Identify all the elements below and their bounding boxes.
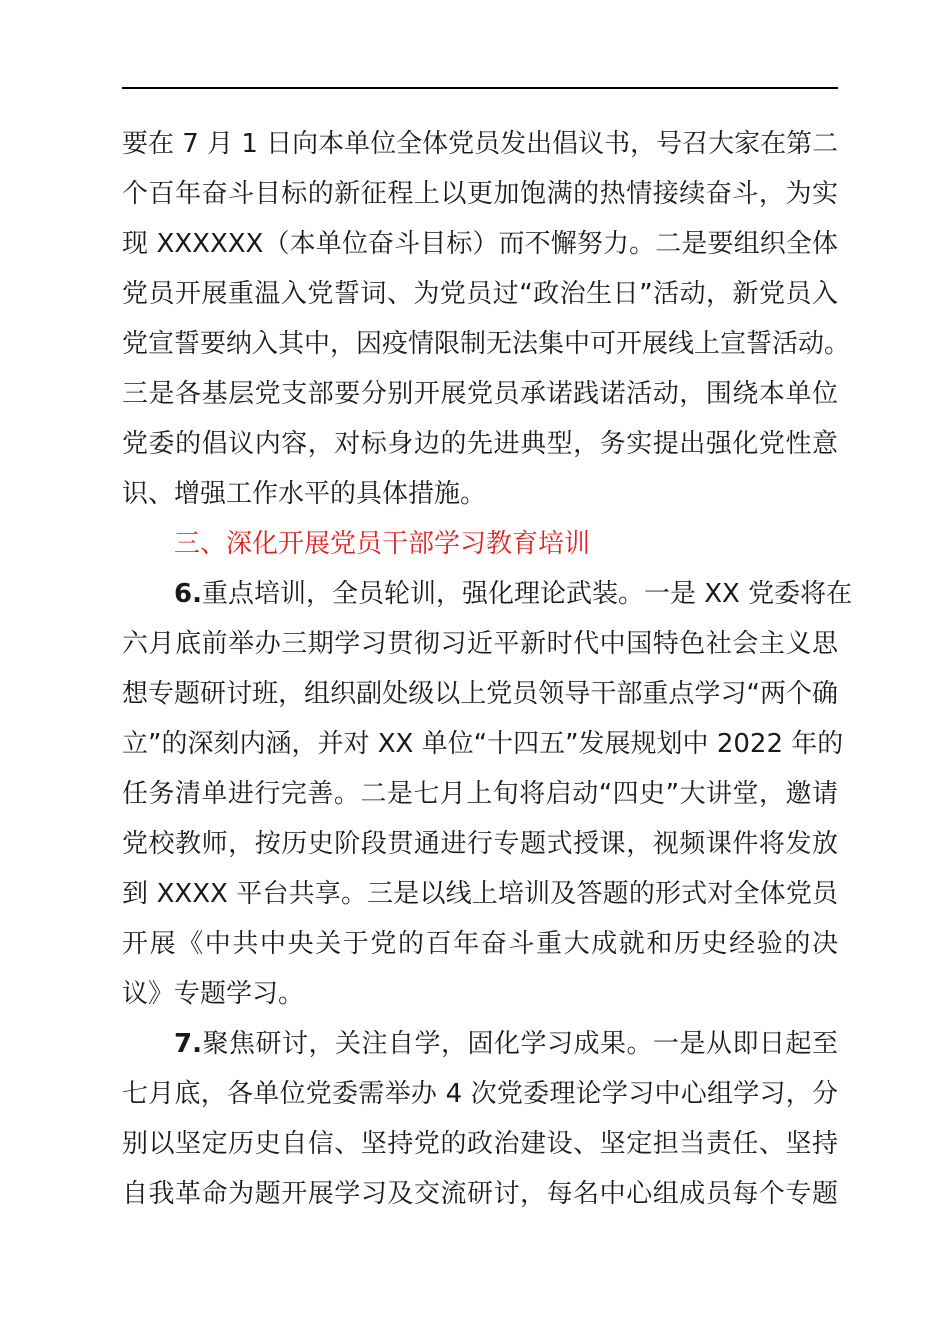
paragraph-line: 到 XXXX 平台共享。三是以线上培训及答题的形式对全体党员 [122,879,838,909]
item-6-first-line [174,574,853,614]
header-rule [122,87,838,89]
paragraph-line: 开展《中共中央关于党的百年奋斗重大成就和历史经验的决 [122,929,838,959]
paragraph-line: 个百年奋斗目标的新征程上以更加饱满的热情接续奋斗，为实 [122,179,838,209]
item-7-number: 7. [174,1029,202,1059]
paragraph-line: 党委的倡议内容，对标身边的先进典型，务实提出强化党性意 [122,429,838,459]
paragraph-line: 要在 7 月 1 日向本单位全体党员发出倡议书，号召大家在第二 [122,129,839,159]
paragraph-line: 自我革命为题开展学习及交流研讨，每名中心组成员每个专题 [122,1179,838,1209]
paragraph-line: 六月底前举办三期学习贯彻习近平新时代中国特色社会主义思 [122,629,838,659]
paragraph-line: 党校教师，按历史阶段贯通进行专题式授课，视频课件将发放 [122,829,838,859]
paragraph-line: 七月底，各单位党委需举办 4 次党委理论学习中心组学习，分 [122,1079,838,1109]
paragraph-line: 议》专题学习。 [122,979,305,1009]
item-7-title: 聚焦研讨，关注自学，固化学习成果。一是从即日起至 [201,1029,838,1059]
paragraph-line: 任务清单进行完善。二是七月上旬将启动“四史”大讲堂，邀请 [122,779,838,809]
paragraph-line: 立”的深刻内涵，并对 XX 单位“十四五”发展规划中 2022 年的 [122,729,844,759]
paragraph-line: 党宣誓要纳入其中，因疫情限制无法集中可开展线上宣誓活动。 [122,329,851,359]
paragraph-line: 三是各基层党支部要分别开展党员承诺践诺活动，围绕本单位 [122,379,838,409]
paragraph-line: 想专题研讨班，组织副处级以上党员领导干部重点学习“两个确 [122,679,838,709]
item-6-title: 重点培训，全员轮训，强化理论武装。一是 XX 党委将在 [201,579,853,609]
section-heading: 三、深化开展党员干部学习教育培训 [174,529,591,559]
paragraph-line: 识、增强工作水平的具体措施。 [122,479,487,509]
paragraph-line: 别以坚定历史自信、坚持党的政治建设、坚定担当责任、坚持 [122,1129,838,1159]
item-7-first-line [174,1024,838,1064]
item-6-number: 6. [174,579,202,609]
paragraph-line: 现 XXXXXX（本单位奋斗目标）而不懈努力。二是要组织全体 [122,229,838,259]
paragraph-line: 党员开展重温入党誓词、为党员过“政治生日”活动，新党员入 [122,279,838,309]
